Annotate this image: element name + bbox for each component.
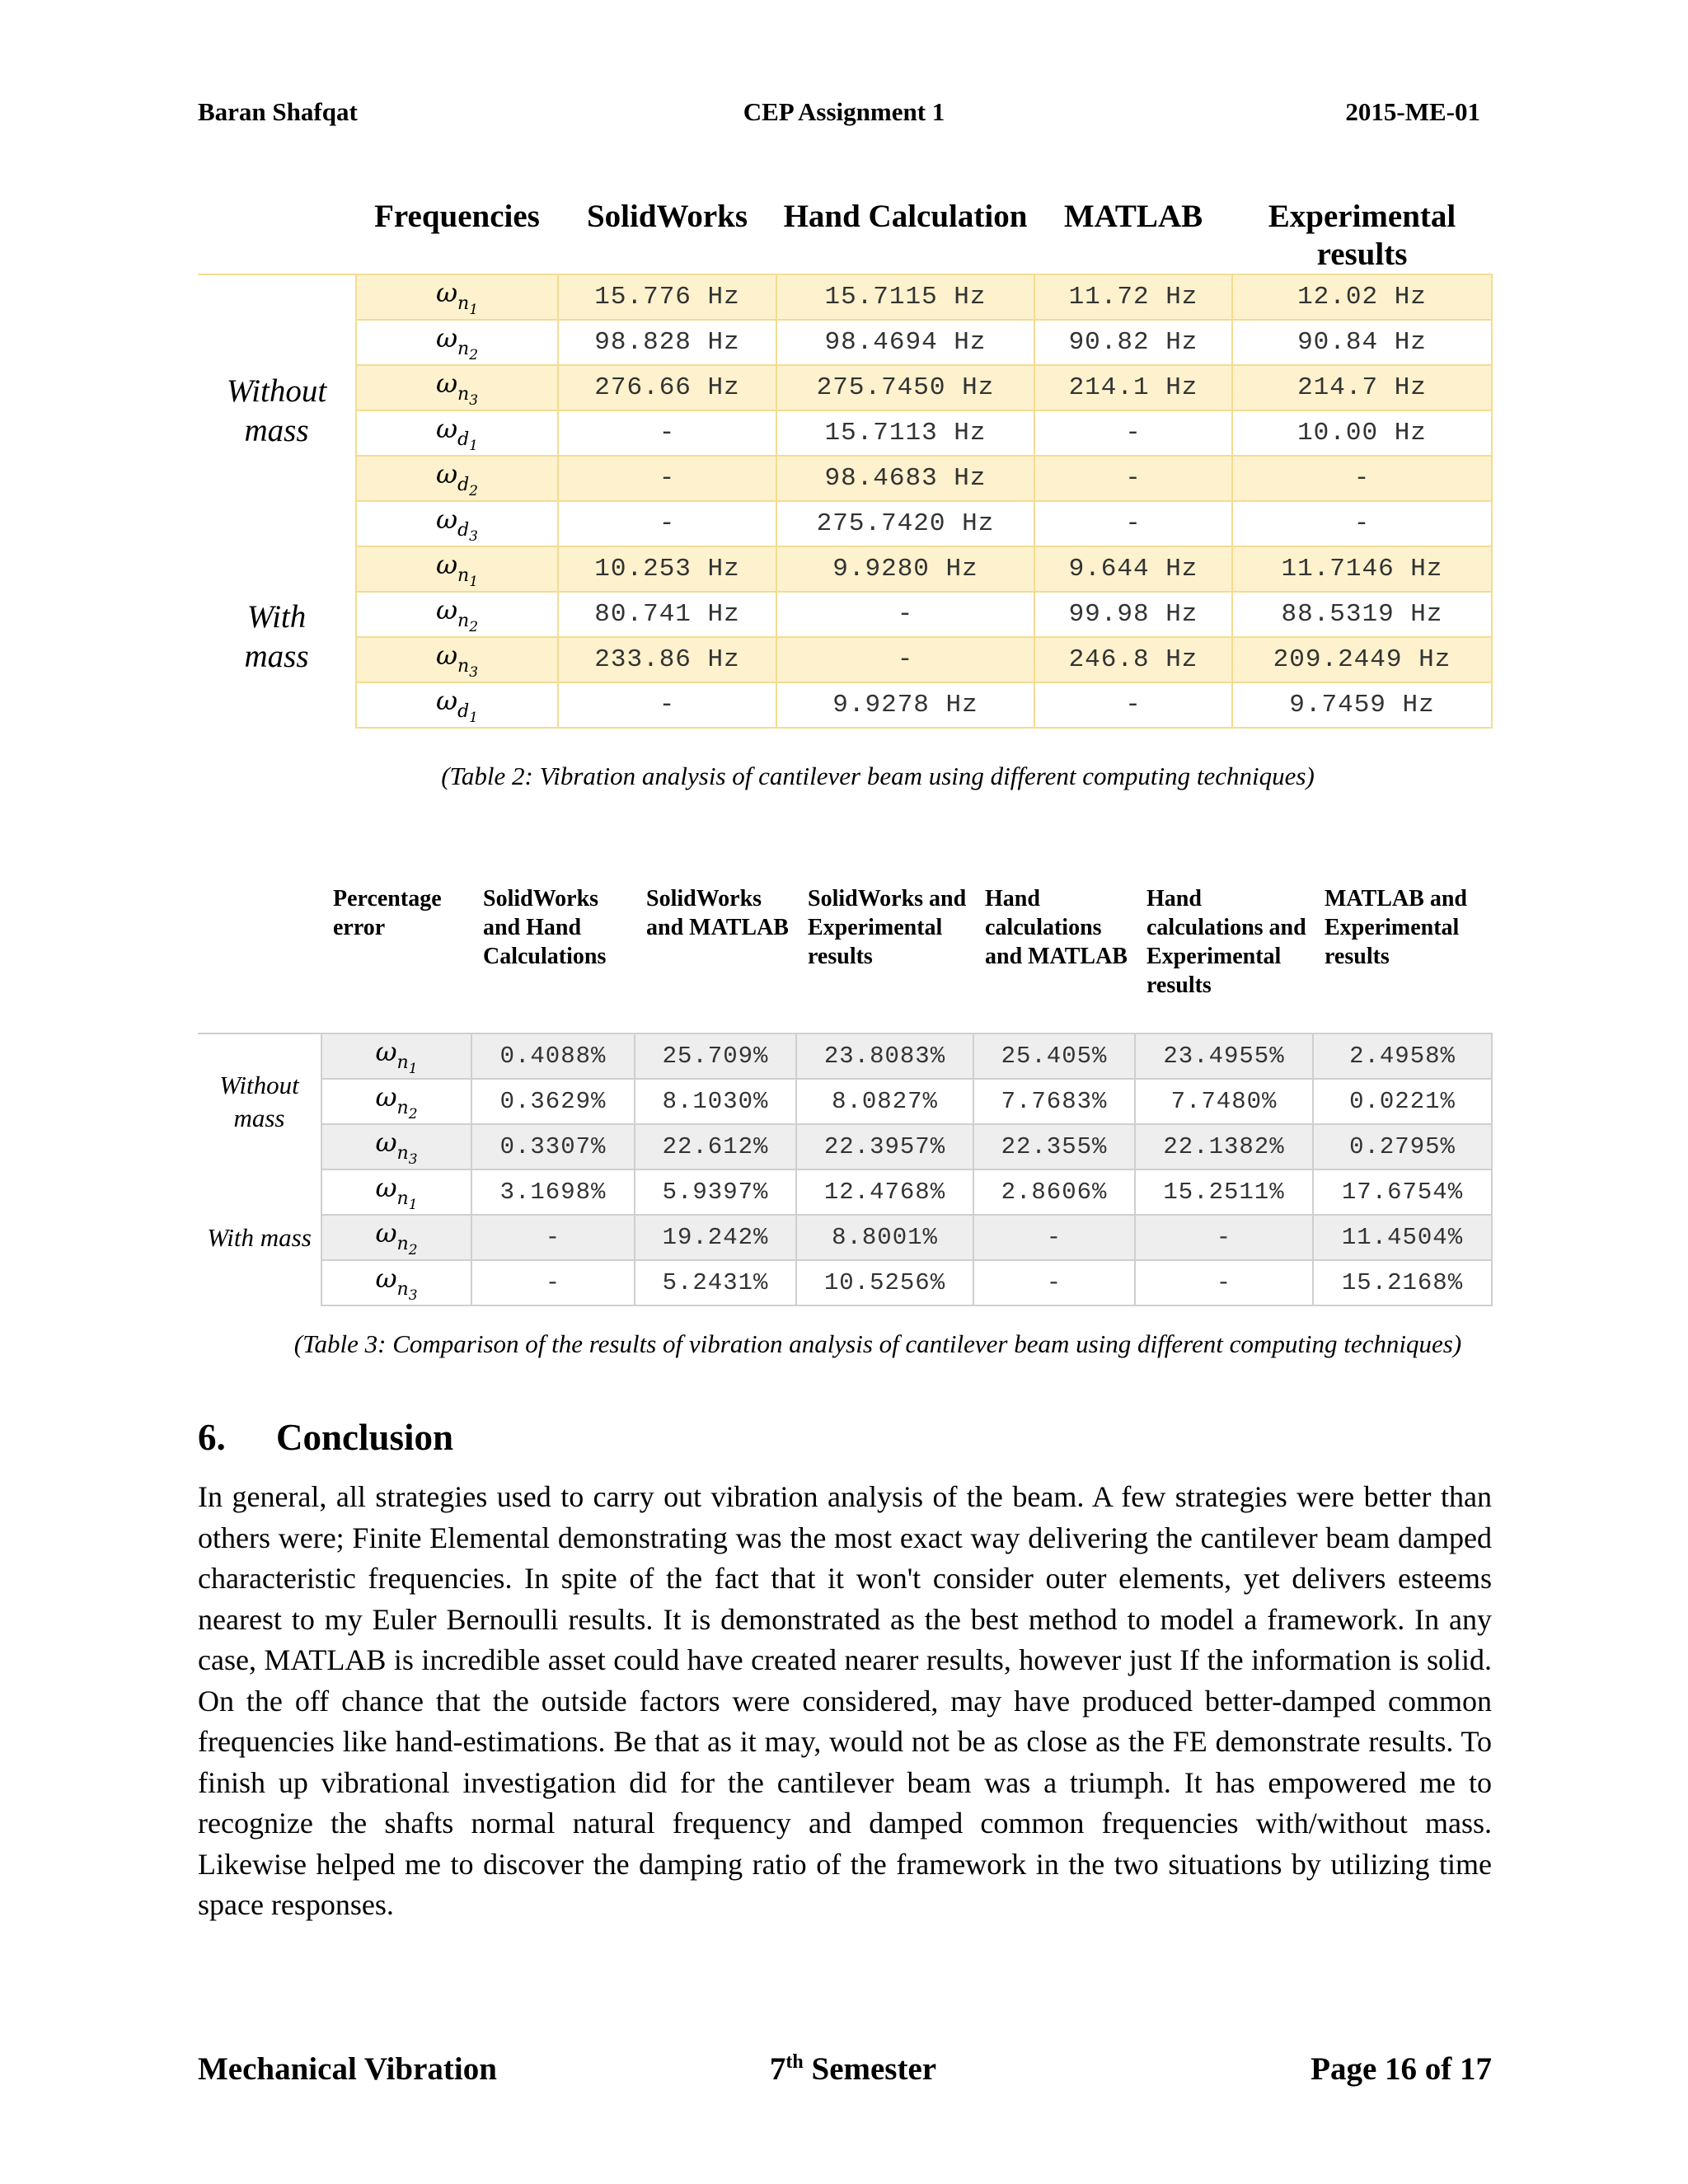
table-cell: 276.66 Hz (558, 365, 776, 410)
symbol-subscript (457, 338, 479, 363)
table-cell: 90.82 Hz (1034, 320, 1232, 365)
semester-label: Semester (811, 2051, 937, 2087)
table-cell: 25.709% (635, 1033, 796, 1079)
subscript-letter: n (396, 1188, 409, 1209)
table-header-row (198, 196, 1492, 274)
symbol-subscript (457, 293, 479, 318)
symbol-cell (321, 1215, 471, 1260)
symbol-cell (356, 501, 558, 546)
table-header-row (198, 876, 1492, 1033)
symbol-subscript (396, 1278, 418, 1304)
omega-symbol: ω (375, 1171, 397, 1203)
table-cell: - (471, 1215, 635, 1260)
symbol-subscript (396, 1188, 418, 1213)
col-header: SolidWorks (558, 196, 776, 274)
omega-symbol: ω (375, 1262, 397, 1294)
table-cell: - (776, 637, 1034, 682)
subscript-letter: d (457, 429, 470, 450)
table-cell: - (558, 682, 776, 728)
table-cell: 7.7683% (973, 1079, 1135, 1124)
table-cell: 17.6754% (1313, 1169, 1492, 1215)
symbol-subscript (457, 519, 478, 545)
semester-number: 7 (769, 2051, 786, 2087)
table-cell: 0.0221% (1313, 1079, 1492, 1124)
subscript-letter: n (457, 383, 470, 405)
col-header: Experimental results (1232, 196, 1492, 274)
col-header: Hand calculations and Experimental results (1146, 886, 1306, 998)
symbol-cell (356, 320, 558, 365)
subscript-index: 2 (408, 1105, 418, 1122)
table-row (198, 501, 1492, 546)
table-cell: 233.86 Hz (558, 637, 776, 682)
symbol (375, 1171, 418, 1213)
table-cell: 2.4958% (1313, 1033, 1492, 1079)
table-cell: 209.2449 Hz (1232, 637, 1492, 682)
table-row (198, 1033, 1492, 1079)
table-cell: 5.9397% (635, 1169, 796, 1215)
subscript-index: 2 (469, 618, 479, 635)
table-cell: 22.1382% (1135, 1124, 1313, 1169)
group-label: With mass (198, 1169, 321, 1305)
omega-symbol: ω (435, 321, 458, 354)
table-row (198, 1215, 1492, 1260)
subscript-index: 3 (408, 1286, 418, 1304)
col-header: SolidWorks and Hand Calculations (483, 886, 607, 969)
subscript-letter: n (457, 610, 470, 631)
table-cell: 22.612% (635, 1124, 796, 1169)
table-cell: 15.7115 Hz (776, 274, 1034, 320)
subscript-index: 3 (469, 527, 478, 545)
table3-caption: (Table 3: Comparison of the results of vibration analysis of cantilever beam using different computing techniques) (293, 1329, 1462, 1358)
subscript-letter: n (396, 1052, 409, 1073)
table-cell: - (973, 1215, 1135, 1260)
table-cell: 9.9278 Hz (776, 682, 1034, 728)
table-cell: 22.3957% (796, 1124, 973, 1169)
group-label: Without mass (198, 274, 356, 546)
table-cell: - (1034, 456, 1232, 501)
omega-symbol: ω (435, 412, 458, 444)
omega-symbol: ω (375, 1080, 397, 1113)
table-cell: - (1232, 501, 1492, 546)
table-cell: 15.7113 Hz (776, 410, 1034, 456)
symbol (375, 1080, 418, 1122)
table-row (198, 682, 1492, 728)
subscript-letter: n (396, 1142, 409, 1164)
section-heading (198, 1416, 453, 1459)
symbol-cell (356, 682, 558, 728)
omega-symbol: ω (435, 684, 458, 716)
table-row (198, 1124, 1492, 1169)
symbol-cell (356, 365, 558, 410)
table-cell: 88.5319 Hz (1232, 592, 1492, 637)
symbol-cell (356, 637, 558, 682)
table-cell: 9.9280 Hz (776, 546, 1034, 592)
subscript-letter: n (457, 655, 470, 677)
table-cell: 23.4955% (1135, 1033, 1313, 1079)
semester-suffix: th (785, 2051, 804, 2073)
symbol-cell (356, 274, 558, 320)
symbol (435, 639, 479, 681)
table-cell: - (471, 1260, 635, 1305)
symbol-subscript (396, 1052, 418, 1077)
col-header: Frequencies (356, 196, 558, 274)
subscript-index: 2 (469, 482, 478, 499)
table-cell: 3.1698% (471, 1169, 635, 1215)
table-cell: 15.776 Hz (558, 274, 776, 320)
table-row (198, 365, 1492, 410)
table-cell: - (558, 410, 776, 456)
subscript-letter: d (457, 519, 470, 541)
subscript-index: 1 (408, 1196, 418, 1213)
table-row (198, 1169, 1492, 1215)
table-row (198, 546, 1492, 592)
omega-symbol: ω (435, 276, 458, 308)
table-cell: 10.5256% (796, 1260, 973, 1305)
table-row (198, 1260, 1492, 1305)
subscript-index: 2 (408, 1241, 418, 1258)
table-cell: 98.4683 Hz (776, 456, 1034, 501)
symbol-cell (321, 1124, 471, 1169)
table-row (198, 456, 1492, 501)
symbol-subscript (457, 474, 478, 499)
header-empty (198, 196, 356, 274)
symbol-cell (356, 456, 558, 501)
symbol (435, 457, 478, 499)
symbol (435, 593, 479, 635)
table-row (198, 410, 1492, 456)
subscript-letter: n (396, 1097, 409, 1118)
omega-symbol: ω (435, 639, 458, 671)
symbol (375, 1216, 418, 1258)
footer-page: Page 16 of 17 (1311, 2051, 1492, 2087)
symbol (435, 684, 478, 726)
symbol (375, 1126, 418, 1168)
symbol (435, 548, 479, 590)
table-cell: 8.0827% (796, 1079, 973, 1124)
table-cell: 11.4504% (1313, 1215, 1492, 1260)
table-cell: - (776, 592, 1034, 637)
omega-symbol: ω (375, 1035, 397, 1067)
col-header: MATLAB (1034, 196, 1232, 274)
section-title: Conclusion (276, 1417, 454, 1458)
subscript-letter: d (457, 474, 470, 495)
subscript-index: 1 (469, 437, 478, 454)
table-cell: 0.4088% (471, 1033, 635, 1079)
table-cell: 214.1 Hz (1034, 365, 1232, 410)
symbol-cell (356, 592, 558, 637)
table-cell: 8.8001% (796, 1215, 973, 1260)
subscript-index: 3 (469, 663, 479, 681)
subscript-index: 2 (469, 346, 479, 363)
table2-caption: (Table 2: Vibration analysis of cantilever beam using different computing techniques) (441, 762, 1315, 790)
table-cell: 12.02 Hz (1232, 274, 1492, 320)
symbol-cell (321, 1033, 471, 1079)
symbol-subscript (457, 383, 479, 409)
subscript-letter: n (457, 338, 470, 359)
table-cell: 0.3307% (471, 1124, 635, 1169)
symbol-subscript (457, 701, 478, 726)
header-id: 2015-ME-01 (1345, 97, 1480, 126)
table-cell: 98.828 Hz (558, 320, 776, 365)
omega-symbol: ω (375, 1126, 397, 1158)
table-cell: 15.2168% (1313, 1260, 1492, 1305)
symbol (375, 1035, 418, 1077)
table-cell: 275.7450 Hz (776, 365, 1034, 410)
symbol (435, 276, 479, 318)
section-number: 6. (198, 1417, 226, 1458)
symbol-subscript (396, 1233, 418, 1258)
symbol-cell (356, 410, 558, 456)
subscript-letter: n (396, 1278, 409, 1300)
omega-symbol: ω (435, 457, 458, 490)
table-row (198, 592, 1492, 637)
header-title: CEP Assignment 1 (743, 97, 945, 126)
table-cell: - (1135, 1260, 1313, 1305)
table-cell: - (1034, 682, 1232, 728)
table-cell: 5.2431% (635, 1260, 796, 1305)
subscript-index: 1 (408, 1060, 418, 1077)
col-header: Percentage error (333, 886, 442, 940)
table-cell: 0.3629% (471, 1079, 635, 1124)
table-cell: 25.405% (973, 1033, 1135, 1079)
omega-symbol: ω (435, 548, 458, 580)
col-header: Hand calculations and MATLAB (985, 886, 1128, 969)
conclusion-paragraph: In general, all strategies used to carry out vibration analysis of the beam. A few strategies were better than others were; Finite Elemental demonstrating was the most exact way delivering the cantilever beam damped characteristic frequencies. In spite of the fact that it won't consider outer elements, yet delivers esteems nearest to my Euler Bernoulli results. It is demonstrated as the best method to model a framework. In any case, MATLAB is incredible asset could have created nearer results, however just If the information is solid. On the off chance that the outside factors were considered, may have produced better-damped common frequencies like hand-estimations. Be that as it may, would not be as close as the FE demonstrate results. To finish up vibrational investigation did for the cantilever beam was a triumph. It has empowered me to recognize the shafts normal natural frequency and damped common frequencies with/without mass. Likewise helped me to discover the damping ratio of the framework in the two situations by utilizing time space responses. (198, 1480, 1492, 1921)
table-cell: 15.2511% (1135, 1169, 1313, 1215)
subscript-letter: n (457, 565, 470, 586)
symbol (435, 412, 478, 454)
subscript-letter: n (457, 293, 470, 314)
symbol (375, 1262, 418, 1304)
table-cell: 7.7480% (1135, 1079, 1313, 1124)
omega-symbol: ω (435, 367, 458, 399)
table-cell: 99.98 Hz (1034, 592, 1232, 637)
symbol-subscript (457, 655, 479, 681)
table-cell: 214.7 Hz (1232, 365, 1492, 410)
col-header: SolidWorks and MATLAB (646, 886, 789, 940)
table-cell: 2.8606% (973, 1169, 1135, 1215)
omega-symbol: ω (435, 503, 458, 535)
table-cell: - (1232, 456, 1492, 501)
subscript-index: 1 (469, 301, 479, 318)
col-header: SolidWorks and Experimental results (808, 886, 967, 969)
table-cell: 10.00 Hz (1232, 410, 1492, 456)
header-empty (198, 876, 321, 1033)
table-row (198, 274, 1492, 320)
table-cell: - (1135, 1215, 1313, 1260)
symbol-cell (321, 1260, 471, 1305)
symbol-subscript (457, 565, 479, 590)
table-cell: 11.72 Hz (1034, 274, 1232, 320)
table-cell: 0.2795% (1313, 1124, 1492, 1169)
table-cell: 98.4694 Hz (776, 320, 1034, 365)
table-cell: - (558, 456, 776, 501)
table-cell: 8.1030% (635, 1079, 796, 1124)
symbol (435, 503, 478, 545)
subscript-index: 3 (469, 391, 479, 409)
footer-course: Mechanical Vibration (198, 2051, 497, 2087)
table-cell: 22.355% (973, 1124, 1135, 1169)
table-cell: 80.741 Hz (558, 592, 776, 637)
table-cell: - (1034, 410, 1232, 456)
subscript-index: 1 (469, 709, 478, 726)
table-cell: 19.242% (635, 1215, 796, 1260)
col-header: Hand Calculation (776, 196, 1034, 274)
symbol-cell (321, 1169, 471, 1215)
symbol (435, 367, 479, 409)
subscript-letter: n (396, 1233, 409, 1254)
frequency-table (198, 196, 1493, 729)
table-cell: 12.4768% (796, 1169, 973, 1215)
table-row (198, 1079, 1492, 1124)
omega-symbol: ω (435, 593, 458, 626)
symbol-subscript (396, 1097, 418, 1122)
table-row (198, 637, 1492, 682)
symbol-subscript (396, 1142, 418, 1168)
col-header: MATLAB and Experimental results (1325, 886, 1467, 969)
subscript-letter: d (457, 701, 470, 722)
table-cell: 275.7420 Hz (776, 501, 1034, 546)
table-cell: 11.7146 Hz (1232, 546, 1492, 592)
omega-symbol: ω (375, 1216, 397, 1249)
symbol-cell (321, 1079, 471, 1124)
table-cell: - (558, 501, 776, 546)
table-cell: 9.7459 Hz (1232, 682, 1492, 728)
symbol-subscript (457, 429, 478, 454)
table-row (198, 320, 1492, 365)
subscript-index: 1 (469, 573, 479, 590)
error-table (198, 876, 1493, 1306)
table-cell: 90.84 Hz (1232, 320, 1492, 365)
table-cell: - (1034, 501, 1232, 546)
symbol (435, 321, 479, 363)
symbol-subscript (457, 610, 479, 635)
subscript-index: 3 (408, 1151, 418, 1168)
table-cell: 9.644 Hz (1034, 546, 1232, 592)
table-cell: 10.253 Hz (558, 546, 776, 592)
group-label: With mass (198, 546, 356, 728)
table-cell: - (973, 1260, 1135, 1305)
table-cell: 246.8 Hz (1034, 637, 1232, 682)
table-cell: 23.8083% (796, 1033, 973, 1079)
symbol-cell (356, 546, 558, 592)
header-author: Baran Shafqat (198, 97, 358, 126)
group-label: Without mass (198, 1033, 321, 1169)
